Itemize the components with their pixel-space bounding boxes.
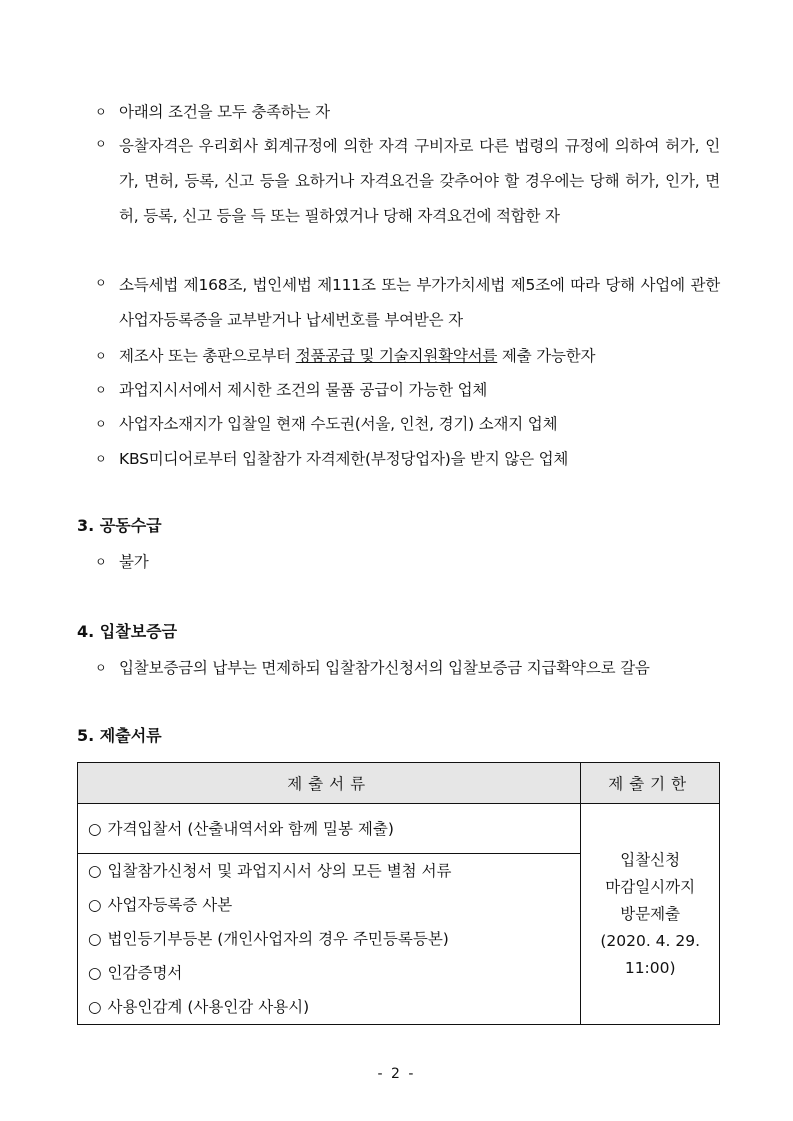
circle-mark: ○ [88, 896, 102, 914]
circle-mark: ○ [88, 819, 102, 838]
document-item [88, 922, 580, 956]
document-label: 사업자등록증 사본 [107, 896, 233, 914]
deadline-line: 마감일시까지 [605, 877, 696, 896]
page-number: - 2 - [377, 1066, 416, 1082]
section-heading: 5. 제출서류 [77, 726, 162, 745]
document-item [88, 990, 580, 1024]
column-header: 제출서류 [78, 763, 581, 804]
table-cell [78, 854, 581, 1025]
text-after: 제출 가능한자 [497, 347, 596, 365]
list-item-text: 불가 [119, 553, 149, 571]
circle-mark: ○ [88, 862, 102, 880]
section-heading: 3. 공동수급 [77, 516, 162, 535]
bullet-mark: ㅇ [95, 452, 107, 466]
list-item [95, 547, 720, 577]
list-item [95, 268, 720, 338]
document-item [88, 854, 580, 888]
document-item [88, 812, 580, 846]
deadline-line: (2020. 4. 29. [600, 931, 701, 950]
list-item [95, 341, 720, 371]
bullet-mark: ㅇ [95, 383, 107, 397]
table-header-row [78, 763, 720, 804]
list-item-text: 소득세법 제168조, 법인세법 제111조 또는 부가가치세법 제5조에 따라 당해 사업에 관한 사업자등록증을 교부받거나 납세번호를 부여받은 자 [119, 276, 720, 329]
bullet-mark: ㅇ [95, 137, 107, 151]
document-label: 입찰참가신청서 및 과업지시서 상의 모든 별첨 서류 [107, 862, 452, 880]
bullet-mark: ㅇ [95, 105, 107, 119]
column-header: 제출기한 [581, 763, 720, 804]
list-item [95, 409, 720, 439]
underlined-text: 정품공급 및 기술지원확약서를 [295, 347, 498, 365]
bullet-mark: ㅇ [95, 661, 107, 675]
text-before: 제조사 또는 총판으로부터 [119, 347, 296, 365]
list-item [95, 375, 720, 405]
list-item-text: 아래의 조건을 모두 충족하는 자 [119, 103, 330, 121]
list-item [95, 129, 720, 269]
circle-mark: ○ [88, 964, 102, 982]
list-item-text: 과업지시서에서 제시한 조건의 물품 공급이 가능한 업체 [119, 381, 488, 399]
table-cell [78, 804, 581, 854]
list-item [95, 444, 720, 474]
bullet-mark: ㅇ [95, 417, 107, 431]
bullet-mark: ㅇ [95, 349, 107, 363]
table-row [78, 804, 720, 854]
document-label: 가격입찰서 (산출내역서와 함께 밀봉 제출) [107, 819, 394, 838]
document-label: 사용인감계 (사용인감 사용시) [107, 998, 310, 1016]
submission-table [77, 762, 720, 1025]
section-heading: 4. 입찰보증금 [77, 622, 178, 641]
document-label: 인감증명서 [107, 964, 183, 982]
list-item [95, 97, 720, 127]
bullet-mark: ㅇ [95, 555, 107, 569]
list-item-text: 응찰자격은 우리회사 회계규정에 의한 자격 구비자로 다른 법령의 규정에 의하여 허가, 인가, 면허, 등록, 신고 등을 요하거나 자격요건을 갖추어야 할 경우에는 당해 허가, 인가, 면허, 등록, 신고 등을 득 또는 필하였거나 당해 자격요건에 적합한 자 [119, 137, 720, 225]
document-item [88, 888, 580, 922]
document-label: 법인등기부등본 (개인사업자의 경우 주민등록등본) [107, 930, 449, 948]
list-item-text: 입찰보증금의 납부는 면제하되 입찰참가신청서의 입찰보증금 지급확약으로 갈음 [119, 659, 650, 677]
deadline-line: 입찰신청 [620, 850, 681, 869]
circle-mark: ○ [88, 998, 102, 1016]
document-item [88, 956, 580, 990]
list-item-text: 사업자소재지가 입찰일 현재 수도권(서울, 인천, 경기) 소재지 업체 [119, 415, 558, 433]
list-item [95, 653, 720, 683]
deadline-cell [581, 804, 720, 1025]
deadline-line: 방문제출 [620, 904, 681, 923]
bullet-mark: ㅇ [95, 276, 107, 290]
list-item-text [119, 341, 720, 371]
deadline-line: 11:00) [624, 958, 676, 977]
circle-mark: ○ [88, 930, 102, 948]
list-item-text: KBS미디어로부터 입찰참가 자격제한(부정당업자)을 받지 않은 업체 [119, 450, 569, 468]
